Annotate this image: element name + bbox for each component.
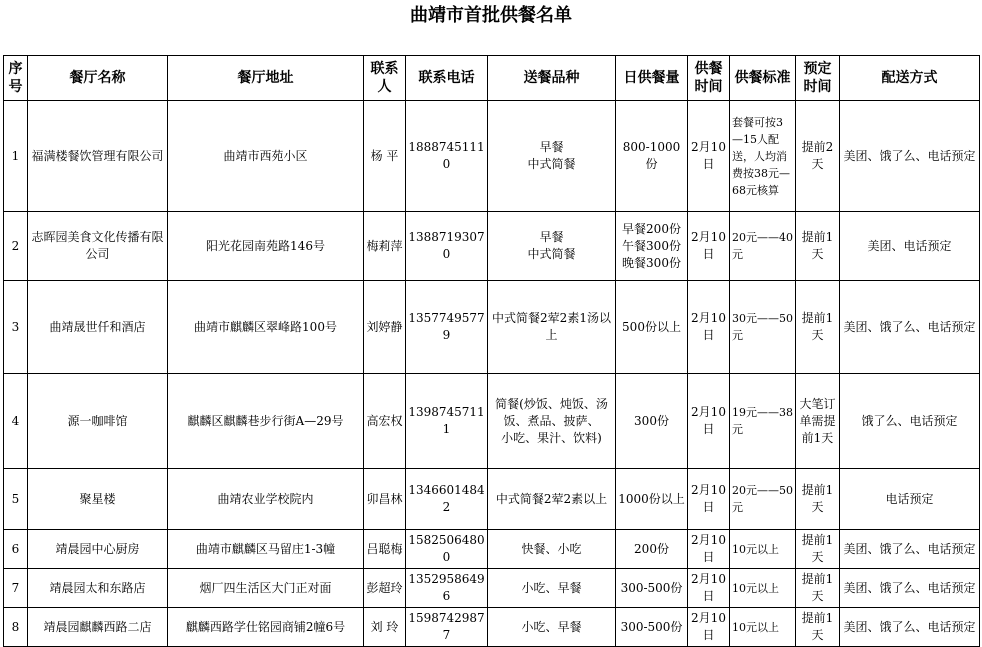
cell-phone: 13987457111: [406, 374, 488, 469]
cell-price-standard: 30元——50元: [730, 281, 796, 374]
cell-address: 曲靖市麒麟区翠峰路100号: [168, 281, 364, 374]
cell-reserve-time: 提前2天: [796, 101, 840, 212]
cell-menu-items: 早餐 中式简餐: [488, 101, 616, 212]
table-row: [4, 374, 980, 469]
table-row: [4, 469, 980, 530]
cell-restaurant-name: 源一咖啡馆: [28, 374, 168, 469]
cell-delivery-method: 美团、饿了么、电话预定: [840, 608, 980, 647]
cell-delivery-method: 美团、饿了么、电话预定: [840, 569, 980, 608]
cell-price-standard: 20元——50元: [730, 469, 796, 530]
cell-price-standard: 10元以上: [730, 569, 796, 608]
cell-delivery-method: 美团、饿了么、电话预定: [840, 281, 980, 374]
cell-supply-time: 2月10日: [688, 608, 730, 647]
cell-restaurant-name: 靖晨园麒麟西路二店: [28, 608, 168, 647]
cell-price-standard: 10元以上: [730, 530, 796, 569]
cell-restaurant-name: 聚星楼: [28, 469, 168, 530]
cell-menu-items: 小吃、早餐: [488, 608, 616, 647]
cell-phone: 13887193070: [406, 212, 488, 281]
cell-menu-items: 快餐、小吃: [488, 530, 616, 569]
cell-daily-supply: 300-500份: [616, 569, 688, 608]
cell-supply-time: 2月10日: [688, 101, 730, 212]
cell-delivery-method: 饿了么、电话预定: [840, 374, 980, 469]
cell-no: 6: [4, 530, 28, 569]
header-phone: 联系电话: [406, 56, 488, 101]
cell-contact: 杨 平: [364, 101, 406, 212]
cell-daily-supply: 1000份以上: [616, 469, 688, 530]
table-row: [4, 530, 980, 569]
cell-contact: 吕聪梅: [364, 530, 406, 569]
cell-no: 1: [4, 101, 28, 212]
table-header-row: [4, 56, 980, 101]
cell-no: 3: [4, 281, 28, 374]
cell-no: 5: [4, 469, 28, 530]
table-row: [4, 212, 980, 281]
header-price: 供餐标准: [730, 56, 796, 101]
cell-contact: 刘婷静: [364, 281, 406, 374]
cell-no: 7: [4, 569, 28, 608]
cell-supply-time: 2月10日: [688, 530, 730, 569]
cell-phone: 18887451110: [406, 101, 488, 212]
cell-reserve-time: 提前1天: [796, 212, 840, 281]
header-time: 供餐时间: [688, 56, 730, 101]
header-no: 序号: [4, 56, 28, 101]
cell-price-standard: 19元——38元: [730, 374, 796, 469]
cell-address: 曲靖市麒麟区马留庄1-3幢: [168, 530, 364, 569]
cell-menu-items: 中式简餐2荤2素1汤以上: [488, 281, 616, 374]
cell-delivery-method: 电话预定: [840, 469, 980, 530]
table-row: [4, 101, 980, 212]
cell-delivery-method: 美团、饿了么、电话预定: [840, 101, 980, 212]
cell-supply-time: 2月10日: [688, 469, 730, 530]
cell-supply-time: 2月10日: [688, 281, 730, 374]
table-row: [4, 608, 980, 647]
cell-supply-time: 2月10日: [688, 569, 730, 608]
cell-reserve-time: 提前1天: [796, 569, 840, 608]
cell-restaurant-name: 福满楼餐饮管理有限公司: [28, 101, 168, 212]
cell-daily-supply: 500份以上: [616, 281, 688, 374]
header-reserve: 预定时间: [796, 56, 840, 101]
table-row: [4, 569, 980, 608]
cell-phone: 15825064800: [406, 530, 488, 569]
cell-reserve-time: 提前1天: [796, 530, 840, 569]
header-name: 餐厅名称: [28, 56, 168, 101]
cell-restaurant-name: 志晖园美食文化传播有限公司: [28, 212, 168, 281]
cell-phone: 13466014842: [406, 469, 488, 530]
cell-no: 2: [4, 212, 28, 281]
cell-menu-items: 小吃、早餐: [488, 569, 616, 608]
cell-supply-time: 2月10日: [688, 374, 730, 469]
cell-menu-items: 中式简餐2荤2素以上: [488, 469, 616, 530]
cell-price-standard: 20元——40元: [730, 212, 796, 281]
header-delivery: 配送方式: [840, 56, 980, 101]
cell-supply-time: 2月10日: [688, 212, 730, 281]
cell-contact: 卯昌林: [364, 469, 406, 530]
cell-restaurant-name: 靖晨园中心厨房: [28, 530, 168, 569]
cell-price-standard: 套餐可按3—15人配送，人均消费按38元—68元核算: [730, 101, 796, 212]
cell-address: 麒麟区麒麟巷步行街A—29号: [168, 374, 364, 469]
cell-daily-supply: 早餐200份 午餐300份 晚餐300份: [616, 212, 688, 281]
cell-contact: 彭超玲: [364, 569, 406, 608]
cell-phone: 15987429877: [406, 608, 488, 647]
header-contact: 联系人: [364, 56, 406, 101]
cell-no: 4: [4, 374, 28, 469]
cell-contact: 刘 玲: [364, 608, 406, 647]
cell-reserve-time: 提前1天: [796, 608, 840, 647]
cell-address: 曲靖市西苑小区: [168, 101, 364, 212]
cell-phone: 13529586496: [406, 569, 488, 608]
cell-delivery-method: 美团、饿了么、电话预定: [840, 530, 980, 569]
header-supply: 日供餐量: [616, 56, 688, 101]
cell-daily-supply: 200份: [616, 530, 688, 569]
cell-address: 阳光花园南苑路146号: [168, 212, 364, 281]
cell-contact: 高宏权: [364, 374, 406, 469]
cell-daily-supply: 300-500份: [616, 608, 688, 647]
cell-address: 烟厂四生活区大门正对面: [168, 569, 364, 608]
cell-phone: 13577495779: [406, 281, 488, 374]
cell-reserve-time: 大笔订单需提前1天: [796, 374, 840, 469]
cell-address: 麒麟西路学仕铭园商铺2幢6号: [168, 608, 364, 647]
cell-menu-items: 早餐 中式简餐: [488, 212, 616, 281]
cell-contact: 梅莉萍: [364, 212, 406, 281]
cell-reserve-time: 提前1天: [796, 281, 840, 374]
cell-restaurant-name: 曲靖晟世仟和酒店: [28, 281, 168, 374]
document-title: 曲靖市首批供餐名单: [410, 5, 572, 26]
cell-restaurant-name: 靖晨园太和东路店: [28, 569, 168, 608]
cell-daily-supply: 800-1000份: [616, 101, 688, 212]
header-items: 送餐品种: [488, 56, 616, 101]
cell-daily-supply: 300份: [616, 374, 688, 469]
cell-no: 8: [4, 608, 28, 647]
catering-list-table: [3, 55, 980, 647]
cell-reserve-time: 提前1天: [796, 469, 840, 530]
cell-menu-items: 简餐(炒饭、炖饭、汤饭、煮品、披萨、 小吃、果汁、饮料): [488, 374, 616, 469]
cell-address: 曲靖农业学校院内: [168, 469, 364, 530]
header-address: 餐厅地址: [168, 56, 364, 101]
cell-price-standard: 10元以上: [730, 608, 796, 647]
cell-delivery-method: 美团、电话预定: [840, 212, 980, 281]
table-row: [4, 281, 980, 374]
